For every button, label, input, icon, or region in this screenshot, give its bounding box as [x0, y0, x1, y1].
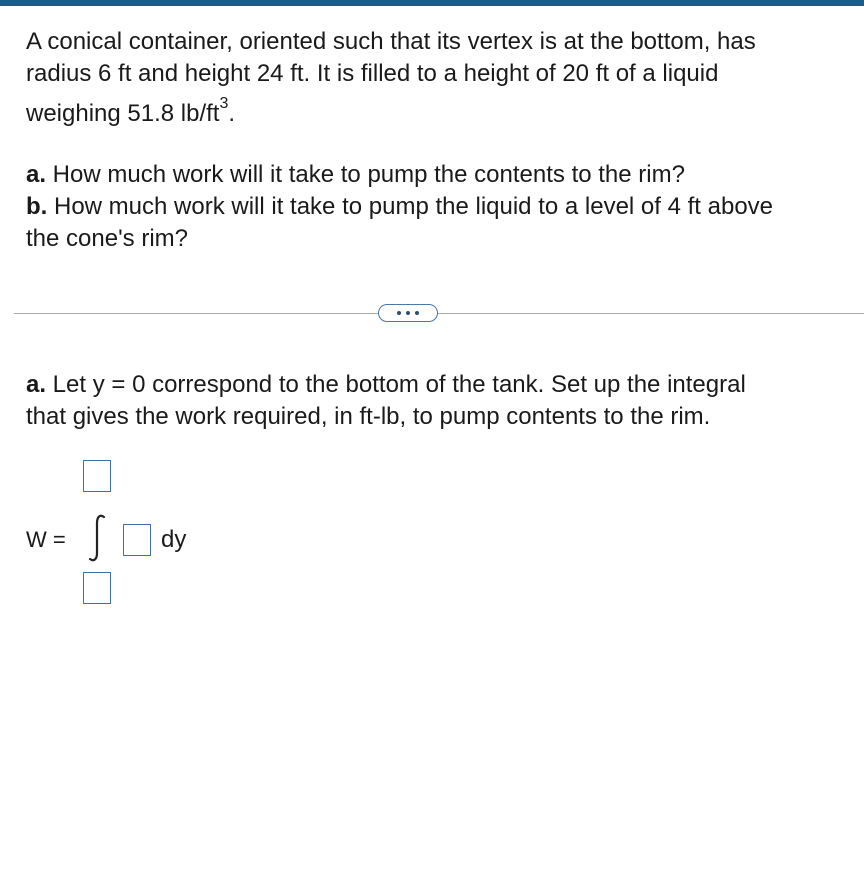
question-b-text-line-1: How much work will it take to pump the liquid to a level of 4 ft above: [47, 193, 774, 220]
problem-statement: [26, 26, 846, 130]
work-label: W =: [26, 527, 66, 552]
question-a-label: a.: [26, 161, 47, 188]
problem-line-3-period: .: [228, 100, 236, 127]
part-a-instructions: [26, 369, 846, 433]
question-b: [26, 191, 846, 223]
question-list: [26, 159, 846, 255]
section-divider: [14, 313, 864, 314]
integral-answer: [26, 460, 326, 610]
question-a-text: How much work will it take to pump the contents to the rim?: [46, 161, 685, 188]
integrand-input[interactable]: [123, 524, 151, 556]
part-a-line-1: [26, 369, 846, 401]
ellipsis-dot-icon: [406, 311, 410, 315]
lower-limit-input[interactable]: [83, 572, 111, 604]
problem-line-3: [26, 95, 846, 130]
problem-line-2: radius 6 ft and height 24 ft. It is filled to a height of 20 ft of a liquid: [26, 60, 719, 87]
part-a-label: a.: [26, 371, 47, 398]
ellipsis-dot-icon: [397, 311, 401, 315]
expand-ellipsis-button[interactable]: [378, 304, 438, 322]
top-accent-bar: [0, 0, 864, 6]
upper-limit-input[interactable]: [83, 460, 111, 492]
question-a: [26, 159, 846, 191]
problem-line-3-text: weighing 51.8 lb/ft: [26, 100, 220, 127]
question-b-label: b.: [26, 193, 48, 220]
integral-sign-icon: [84, 512, 110, 564]
cubic-exponent: 3: [219, 95, 229, 112]
part-a-line-1-text: Let y = 0 correspond to the bottom of the tank. Set up the integral: [46, 371, 746, 398]
ellipsis-dot-icon: [415, 311, 419, 315]
question-b-line-2: the cone's rim?: [26, 225, 188, 252]
part-a-line-2: that gives the work required, in ft-lb, to pump contents to the rim.: [26, 403, 711, 430]
problem-line-1: A conical container, oriented such that its vertex is at the bottom, has: [26, 28, 756, 55]
differential-label: dy: [161, 526, 187, 553]
